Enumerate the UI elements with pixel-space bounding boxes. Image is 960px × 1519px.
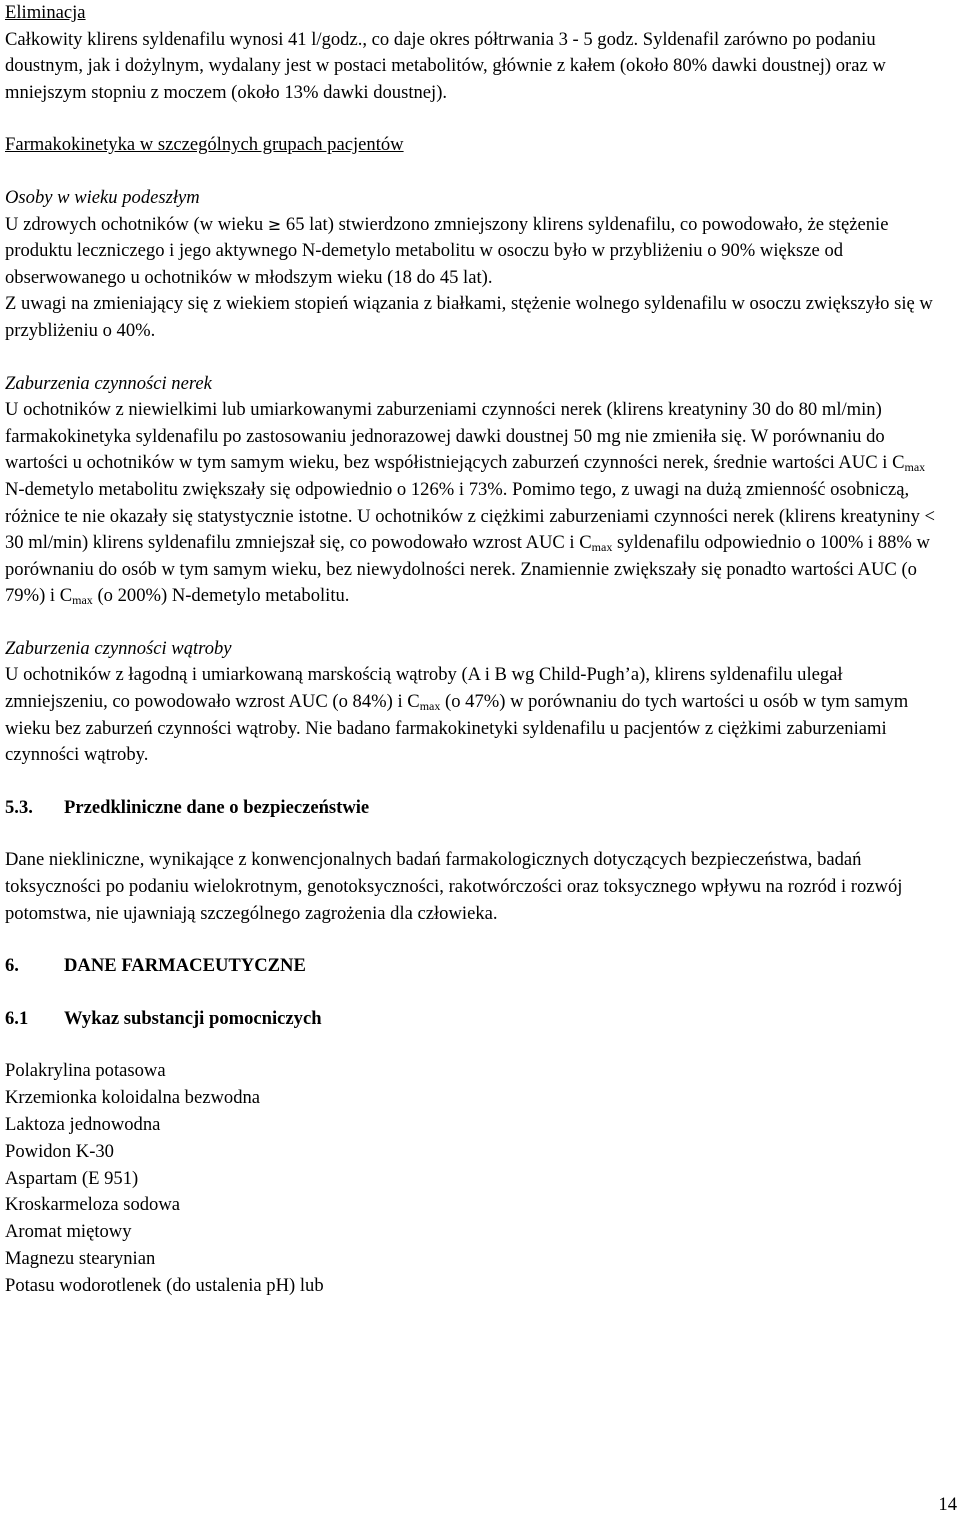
list-item: Polakrylina potasowa [5,1060,166,1082]
elderly-paragraph-2: Z uwagi na zmieniający się z wiekiem stopień wiązania z białkami, stężenie wolnego syldenafilu w osoczu zwiększyło się w przybliżeniu o 40%. [5,293,933,341]
renal-paragraph [5,397,945,610]
section-6-number: 6. [5,955,19,977]
hepatic-paragraph [5,662,945,768]
section-6-1-heading [5,1006,945,1033]
list-item: Powidon K-30 [5,1140,114,1162]
section-5-3-heading [5,795,945,822]
hepatic-text-a: U ochotników z łagodną i umiarkowaną marskością wątroby (A i B wg Child-Pugh’a), klirens syldenafilu ulegał zmniejszeniu, co powodowało wzrost AUC (o 84%) i C [5,664,843,713]
section-6-title: DANE FARMACEUTYCZNE [64,955,306,977]
special-groups-heading: Farmakokinetyka w szczególnych grupach pacjentów [5,134,404,156]
section-5-3-text: Dane niekliniczne, wynikające z konwencjonalnych badań farmakologicznych dotyczących bezpieczeństwa, badań toksyczności po podaniu wielokrotnym, genotoksyczności, rakotwórczości oraz toksycznego wpływu na rozród i rozwój potomstwa, nie ujawniają szczególnego zagrożenia dla człowieka. [5,849,903,924]
section-5-3-title: Przedkliniczne dane o bezpieczeństwie [64,796,370,818]
renal-sub-3: max [72,593,93,608]
section-6-1-number: 6.1 [5,1007,29,1029]
section-5-3-number: 5.3. [5,796,33,818]
list-item: Magnezu stearynian [5,1247,156,1269]
section-6-1-title: Wykaz substancji pomocniczych [64,1007,322,1029]
hepatic-subheading: Zaburzenia czynności wątroby [5,637,232,659]
renal-text-d: (o 200%) N-demetylo metabolitu. [92,585,350,607]
renal-text-c: syldenafilu odpowiednio o 100% i 88% w porównaniu do osób w tym samym wieku, bez niewydolności nerek. Znamiennie zwiększały się ponadto wartości AUC (o 79%) i C [5,532,930,607]
page-number: 14 [938,1494,957,1515]
renal-text-b: N-demetylo metabolitu zwiększały się odpowiednio o 126% i 73%. Pomimo tego, z uwagi na dużą zmienność osobniczą, różnice te nie okazały się statystycznie istotne. U ochotników z ciężkimi zaburzeniami czynności nerek (klirens kreatyniny < 30 ml/min) klirens syldenafilu zmniejszał się, co powodowało wzrost AUC i C [5,478,936,554]
renal-sub-2: max [591,540,613,555]
list-item: Kroskarmeloza sodowa [5,1194,181,1216]
elimination-text: Całkowity klirens syldenafilu wynosi 41 l/godz., co daje okres półtrwania 3 - 5 godz. Syldenafil zarówno po podaniu doustnym, jak i dożylnym, wydalany jest w postaci metabolitów, głównie z kałem (około 80% dawki doustnej) oraz w mniejszym stopniu z moczem (około 13% dawki doustnej). [5,28,886,103]
greater-equal-symbol: ≥ [267,214,282,234]
elderly-paragraph-1 [5,212,945,292]
list-item: Laktoza jednowodna [5,1114,161,1135]
renal-subheading: Zaburzenia czynności nerek [5,372,212,394]
hepatic-text-b: (o 47%) w porównaniu do tych wartości u osób w tym samym wieku bez zaburzeń czynności wątroby. Nie badano farmakokinetyki syldenafilu u pacjentów z ciężkimi zaburzeniami czynności wątroby. [5,691,909,766]
excipients-list [5,1058,945,1299]
renal-text-a: U ochotników z niewielkimi lub umiarkowanymi zaburzeniami czynności nerek (klirens kreatyniny 30 do 80 ml/min) farmakokinetyka syldenafilu po zastosowaniu jednorazowej dawki doustnej 50 mg nie zmieniła się. W porównaniu do wartości u ochotników w tym samym wieku, bez współistniejących zaburzeń czynności nerek, średnie wartości AUC i C [5,399,905,474]
section-6-heading [5,953,945,980]
list-item: Aromat miętowy [5,1221,132,1243]
renal-sub-1: max [904,460,926,475]
list-item: Potasu wodorotlenek (do ustalenia pH) lub [5,1274,324,1296]
elderly-subheading: Osoby w wieku podeszłym [5,186,200,208]
elimination-heading: Eliminacja [5,2,86,23]
list-item: Krzemionka koloidalna bezwodna [5,1087,261,1109]
elderly-text-a: U zdrowych ochotników (w wieku [5,213,268,235]
elderly-text-b: 65 lat) stwierdzono zmniejszony klirens syldenafilu, co powodowało, że stężenie produktu leczniczego i jego aktywnego N-demetylo metabolitu w osoczu było w przybliżeniu o 90% większe od obserwowanego u ochotników w młodszym wieku (18 do 45 lat). [5,213,889,288]
document-page [5,0,945,1300]
hepatic-sub-1: max [419,699,441,714]
list-item: Aspartam (E 951) [5,1167,139,1189]
